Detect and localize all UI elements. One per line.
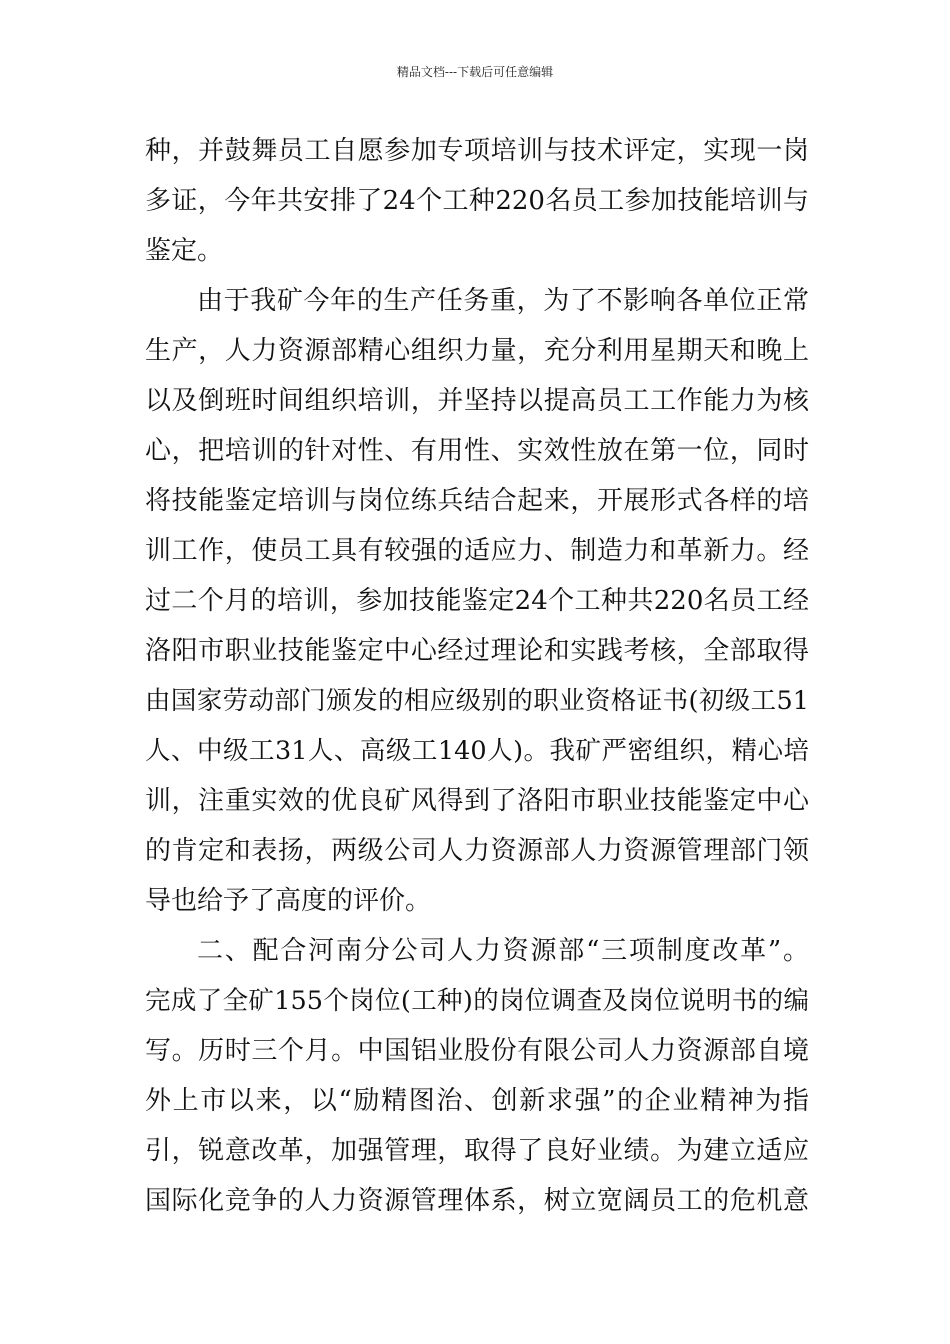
text-line: 种，并鼓舞员工自愿参加专项培训与技术评定，实现一岗	[145, 136, 809, 166]
text-line: 心，把培训的针对性、有用性、实效性放在第一位，同时	[145, 436, 809, 466]
text-line: 外上市以来，以“励精图治、创新求强”的企业精神为指	[145, 1086, 809, 1116]
text-line: 二、配合河南分公司人力资源部“三项制度改革”。	[197, 936, 809, 966]
text-line: 的肯定和表扬，两级公司人力资源部人力资源管理部门领	[145, 836, 809, 866]
text-line: 由国家劳动部门颁发的相应级别的职业资格证书(初级工51	[145, 686, 809, 716]
text-line: 国际化竞争的人力资源管理体系，树立宽阔员工的危机意	[145, 1186, 809, 1216]
page-header: 精品文档---下载后可任意编辑	[396, 65, 554, 79]
text-line: 人、中级工31人、高级工140人)。我矿严密组织，精心培	[145, 736, 809, 766]
text-line: 完成了全矿155个岗位(工种)的岗位调查及岗位说明书的编	[145, 986, 809, 1016]
text-line: 由于我矿今年的生产任务重，为了不影响各单位正常	[197, 286, 809, 316]
text-line: 以及倒班时间组织培训，并坚持以提高员工工作能力为核	[145, 386, 809, 416]
text-line: 导也给予了高度的评价。	[145, 886, 432, 916]
text-line: 引，锐意改革，加强管理，取得了良好业绩。为建立适应	[145, 1136, 809, 1166]
text-line: 鉴定。	[145, 236, 224, 266]
text-line: 写。历时三个月。中国铝业股份有限公司人力资源部自境	[145, 1036, 809, 1066]
text-line: 训，注重实效的优良矿风得到了洛阳市职业技能鉴定中心	[145, 786, 809, 816]
text-line: 生产，人力资源部精心组织力量，充分利用星期天和晚上	[145, 336, 809, 366]
text-line: 洛阳市职业技能鉴定中心经过理论和实践考核，全部取得	[145, 636, 809, 666]
body-text	[145, 126, 809, 1226]
text-line: 训工作，使员工具有较强的适应力、制造力和革新力。经	[145, 536, 809, 566]
text-line: 将技能鉴定培训与岗位练兵结合起来，开展形式各样的培	[145, 486, 809, 516]
text-line: 多证，今年共安排了24个工种220名员工参加技能培训与	[145, 186, 809, 216]
text-line: 过二个月的培训，参加技能鉴定24个工种共220名员工经	[145, 586, 809, 616]
